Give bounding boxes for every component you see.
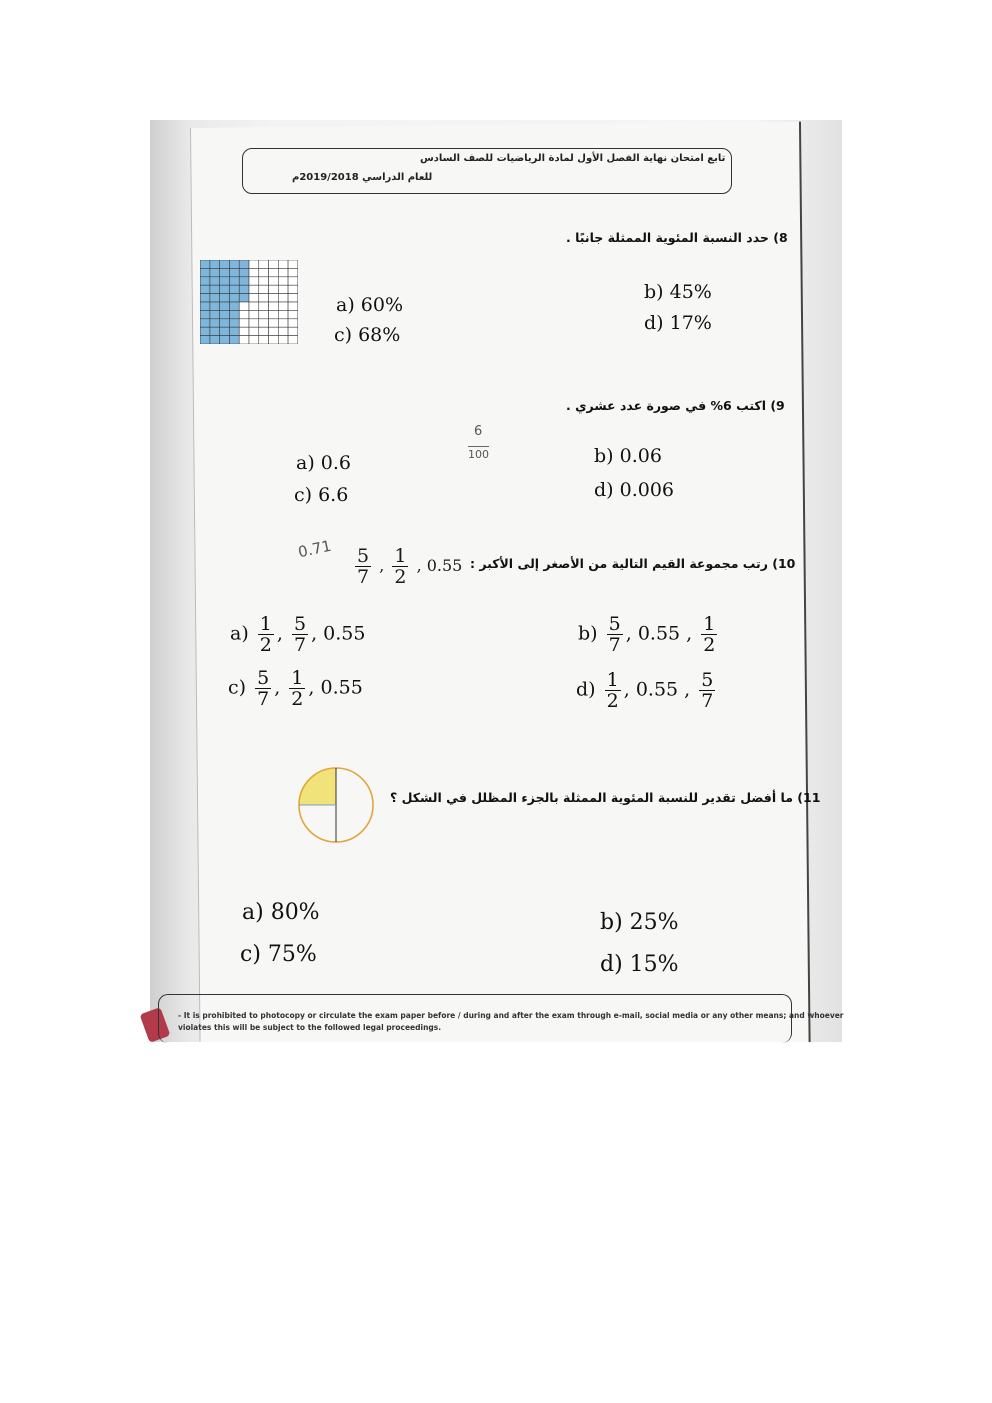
q10-value-1-2-den: 2: [394, 566, 407, 588]
grid-cell: [288, 285, 298, 293]
grid-cell-shaded: [200, 336, 210, 344]
q8-option-a: a) 60%: [336, 294, 404, 316]
q10-value-5-7-num: 5: [357, 545, 370, 567]
grid-cell-shaded: [220, 277, 230, 285]
grid-cell: [249, 294, 259, 302]
grid-cell: [249, 268, 259, 276]
grid-cell: [259, 285, 269, 293]
grid-cell-shaded: [239, 285, 249, 293]
grid-cell-shaded: [210, 336, 220, 344]
q9-option-d: d) 0.006: [594, 479, 675, 501]
grid-cell: [269, 260, 279, 268]
grid-cell: [288, 294, 298, 302]
q9-option-a: a) 0.6: [296, 452, 351, 474]
q10-value-decimal: , 0.55: [416, 556, 463, 575]
shaded-circle-figure: [296, 764, 376, 846]
grid-cell: [269, 277, 279, 285]
grid-cell: [259, 336, 269, 344]
frac-den: 2: [606, 690, 619, 712]
grid-cell: [278, 336, 288, 344]
grid-cell: [269, 319, 279, 327]
grid-cell-shaded: [200, 319, 210, 327]
grid-cell: [249, 310, 259, 318]
grid-cell-shaded: [210, 319, 220, 327]
frac-den: 2: [703, 634, 716, 656]
q10-option-c: c) $\frac{5}{7}$ , $\frac{1}{2}$ , 0.55: [228, 667, 363, 710]
percent-grid-figure: [200, 260, 298, 344]
grid-cell: [288, 302, 298, 310]
question-9: 9) اكتب 6% في صورة عدد عشري .: [566, 398, 785, 413]
grid-cell: [278, 327, 288, 335]
grid-cell-shaded: [220, 294, 230, 302]
grid-cell-shaded: [210, 285, 220, 293]
grid-cell-shaded: [220, 327, 230, 335]
frac-num: 1: [606, 669, 619, 691]
grid-cell-shaded: [210, 268, 220, 276]
question-10: 10) رتب مجموعة القيم التالية من الأصغر إلى الأكبر :: [470, 556, 796, 571]
decimal-value: 0.55: [635, 678, 679, 701]
question-11: 11) ما أفضل تقدير للنسبة المئوية الممثلة بالجزء المظلل في الشكل ؟: [390, 790, 821, 805]
grid-cell: [249, 327, 259, 335]
q9-option-b: b) 0.06: [594, 445, 662, 467]
grid-cell-shaded: [220, 268, 230, 276]
grid-cell: [269, 310, 279, 318]
q10-value-1-2-num: 1: [394, 545, 407, 567]
grid-cell-shaded: [200, 294, 210, 302]
grid-cell: [239, 302, 249, 310]
grid-cell: [269, 294, 279, 302]
grid-cell: [278, 319, 288, 327]
q10-option-c-label: c): [228, 676, 247, 699]
q8-option-b: b) 45%: [644, 281, 712, 303]
grid-cell: [269, 285, 279, 293]
frac-den: 7: [701, 690, 714, 712]
grid-cell: [259, 302, 269, 310]
grid-cell: [269, 336, 279, 344]
grid-cell: [249, 319, 259, 327]
grid-cell: [249, 285, 259, 293]
q10-option-d-label: d): [576, 678, 596, 701]
frac-den: 2: [291, 688, 304, 710]
q11-option-a: a) 80%: [242, 900, 320, 925]
frac-den: 7: [257, 688, 270, 710]
grid-cell: [278, 310, 288, 318]
decimal-value: 0.55: [637, 622, 681, 645]
grid-cell: [239, 327, 249, 335]
header-line2: للعام الدراسي 2019/2018م: [292, 172, 433, 183]
grid-cell-shaded: [220, 260, 230, 268]
q10-option-a: a) $\frac{1}{2}$ , $\frac{5}{7}$ , 0.55: [230, 613, 366, 656]
grid-cell: [249, 277, 259, 285]
grid-cell-shaded: [200, 302, 210, 310]
grid-cell: [239, 310, 249, 318]
grid-cell-shaded: [200, 268, 210, 276]
grid-cell-shaded: [210, 294, 220, 302]
grid-cell: [259, 310, 269, 318]
frac-num: 5: [701, 669, 714, 691]
grid-cell: [278, 260, 288, 268]
grid-cell: [288, 268, 298, 276]
q8-option-c: c) 68%: [334, 324, 401, 346]
grid-cell: [259, 268, 269, 276]
grid-cell-shaded: [220, 310, 230, 318]
grid-cell: [288, 336, 298, 344]
grid-cell: [288, 327, 298, 335]
grid-cell-shaded: [229, 268, 239, 276]
header-line1: تابع امتحان نهاية الفصل الأول لمادة الرياضيات للصف السادس: [420, 153, 726, 164]
q9-option-c: c) 6.6: [294, 484, 349, 506]
frac-den: 2: [259, 634, 272, 656]
footer-line1: - It is prohibited to photocopy or circulate the exam paper before / during and after the exam through e-mail, social media or any other means; and whoever: [178, 1011, 844, 1020]
q10-option-b: b) $\frac{5}{7}$ , 0.55 , $\frac{1}{2}$: [578, 613, 716, 656]
q10-option-b-label: b): [578, 622, 598, 645]
grid-cell: [259, 277, 269, 285]
handwriting-fraction-num: 6: [474, 424, 483, 439]
grid-cell-shaded: [220, 319, 230, 327]
grid-cell-shaded: [200, 327, 210, 335]
frac-num: 1: [259, 613, 272, 635]
q8-option-d: d) 17%: [644, 312, 712, 334]
grid-cell: [269, 327, 279, 335]
grid-cell: [278, 277, 288, 285]
question-8: 8) حدد النسبة المئوية الممثلة جانبًا .: [566, 230, 788, 245]
grid-cell: [288, 277, 298, 285]
grid-cell-shaded: [229, 319, 239, 327]
grid-cell: [269, 302, 279, 310]
grid-cell-shaded: [200, 310, 210, 318]
grid-cell-shaded: [229, 260, 239, 268]
frac-den: 7: [608, 634, 621, 656]
decimal-value: 0.55: [320, 676, 363, 699]
frac-num: 1: [703, 613, 716, 635]
q10-values: $\frac{5}{7}$ , $\frac{1}{2}$ , 0.55: [357, 545, 463, 588]
handwriting-fraction-den: 100: [468, 448, 489, 461]
grid-cell: [278, 294, 288, 302]
grid-cell-shaded: [229, 327, 239, 335]
grid-cell-shaded: [239, 268, 249, 276]
frac-num: 5: [293, 613, 307, 635]
grid-cell: [288, 310, 298, 318]
grid-cell-shaded: [210, 277, 220, 285]
frac-num: 5: [257, 667, 270, 689]
grid-cell: [259, 327, 269, 335]
q11-option-c: c) 75%: [240, 942, 317, 967]
grid-cell-shaded: [220, 285, 230, 293]
grid-cell: [278, 302, 288, 310]
grid-cell: [259, 294, 269, 302]
q11-option-d: d) 15%: [600, 952, 679, 977]
grid-cell-shaded: [239, 294, 249, 302]
grid-cell-shaded: [220, 302, 230, 310]
q10-value-5-7-den: 7: [357, 566, 370, 588]
grid-cell-shaded: [229, 302, 239, 310]
grid-cell-shaded: [200, 285, 210, 293]
frac-den: 7: [293, 634, 307, 656]
grid-cell: [259, 319, 269, 327]
grid-cell: [249, 336, 259, 344]
grid-cell-shaded: [229, 294, 239, 302]
grid-cell: [249, 302, 259, 310]
grid-cell-shaded: [239, 260, 249, 268]
grid-cell: [259, 260, 269, 268]
q11-option-b: b) 25%: [600, 910, 679, 935]
grid-cell-shaded: [200, 260, 210, 268]
grid-cell-shaded: [229, 285, 239, 293]
frac-num: 1: [291, 667, 304, 689]
grid-cell: [278, 268, 288, 276]
grid-cell: [239, 336, 249, 344]
grid-cell-shaded: [220, 336, 230, 344]
grid-cell-shaded: [210, 327, 220, 335]
grid-cell-shaded: [229, 277, 239, 285]
grid-cell-shaded: [229, 310, 239, 318]
grid-cell-shaded: [229, 336, 239, 344]
decimal-value: 0.55: [323, 622, 366, 645]
grid-cell: [288, 319, 298, 327]
grid-cell-shaded: [239, 277, 249, 285]
grid-cell: [278, 285, 288, 293]
q10-option-a-label: a): [230, 622, 249, 645]
frac-num: 5: [608, 613, 621, 635]
grid-cell-shaded: [210, 302, 220, 310]
grid-cell-shaded: [210, 260, 220, 268]
grid-cell: [239, 319, 249, 327]
q10-option-d: d) $\frac{1}{2}$ , 0.55 , $\frac{5}{7}$: [576, 669, 714, 712]
grid-cell-shaded: [210, 310, 220, 318]
grid-cell: [269, 268, 279, 276]
grid-cell: [288, 260, 298, 268]
footer-line2: violates this will be subject to the followed legal proceedings.: [178, 1023, 442, 1032]
handwriting-decimal: 0.71: [296, 536, 333, 562]
grid-cell-shaded: [200, 277, 210, 285]
grid-cell: [249, 260, 259, 268]
